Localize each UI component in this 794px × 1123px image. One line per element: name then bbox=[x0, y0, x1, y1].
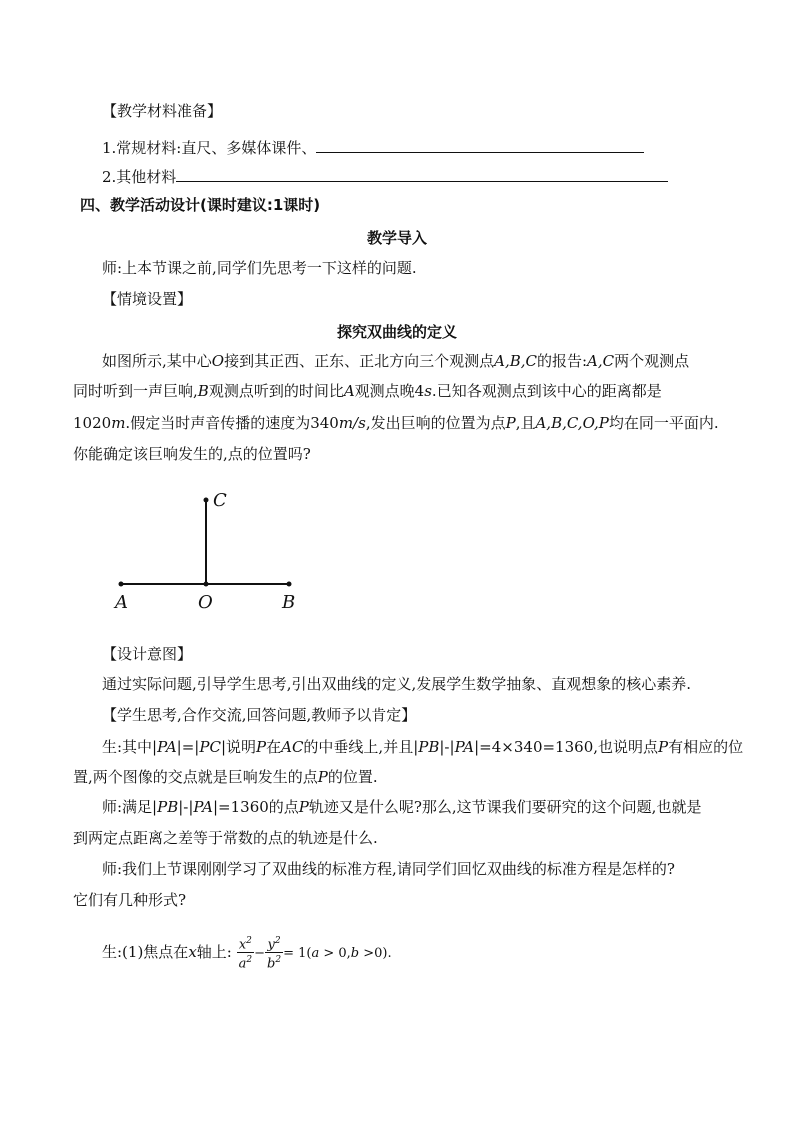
section-4-title: 四、教学活动设计(课时建议:1课时) bbox=[80, 196, 321, 214]
text: PB bbox=[157, 798, 179, 816]
text: A,B,C bbox=[494, 352, 537, 370]
text: − bbox=[254, 945, 266, 961]
text: = 1( bbox=[283, 945, 312, 961]
text: 2 bbox=[275, 955, 282, 966]
point-a bbox=[119, 582, 124, 587]
text: P bbox=[298, 798, 309, 816]
text: PA bbox=[454, 738, 475, 756]
text: 观测点听到的时间比 bbox=[208, 382, 344, 400]
text: ,且 bbox=[515, 414, 536, 432]
label-o: O bbox=[198, 592, 213, 612]
text: 置,两个图像的交点就是巨响发生的点 bbox=[73, 768, 318, 786]
text: |=1360的点 bbox=[212, 798, 299, 816]
teacher-question-3-line-2: 它们有几种形式? bbox=[73, 891, 187, 909]
observation-points-figure bbox=[105, 482, 315, 612]
text: P bbox=[658, 738, 669, 756]
fill-in-blank-1 bbox=[316, 136, 644, 153]
student-answer-2 bbox=[102, 934, 392, 972]
text: A,C bbox=[587, 352, 615, 370]
intro-title: 教学导入 bbox=[366, 229, 427, 247]
problem-line-4: 你能确定该巨响发生的,点的位置吗? bbox=[73, 445, 311, 463]
problem-line-2 bbox=[73, 381, 662, 401]
fraction-x-over-a bbox=[237, 934, 255, 972]
fraction-y-over-b bbox=[265, 934, 283, 972]
point-b bbox=[287, 582, 292, 587]
text: |-| bbox=[439, 738, 455, 756]
label-a: A bbox=[115, 592, 128, 612]
text: 的中垂线上,并且| bbox=[303, 738, 419, 756]
text: 生:(1)焦点在 bbox=[102, 942, 189, 961]
text: .已知各观测点到该中心的距离都是 bbox=[431, 382, 662, 400]
teacher-question-2-line-2: 到两定点距离之差等于常数的点的轨迹是什么. bbox=[73, 829, 378, 847]
text: b bbox=[267, 956, 276, 972]
text: PC bbox=[199, 738, 221, 756]
text: P bbox=[317, 768, 328, 786]
label-b: B bbox=[282, 592, 296, 612]
text: A bbox=[343, 382, 355, 400]
text: 的报告: bbox=[536, 352, 588, 370]
materials-item-1-text: 1.常规材料:直尺、多媒体课件、 bbox=[102, 139, 317, 157]
text: AC bbox=[281, 738, 304, 756]
text: > 0, bbox=[319, 945, 351, 961]
teacher-question-2-line-1 bbox=[102, 797, 701, 817]
text: 观测点晚4 bbox=[354, 382, 425, 400]
text: s bbox=[424, 382, 432, 400]
text: O bbox=[211, 352, 225, 370]
text: 有相应的位 bbox=[668, 738, 744, 756]
text: b bbox=[350, 945, 360, 961]
problem-line-3 bbox=[73, 413, 719, 433]
text: 2 bbox=[246, 936, 252, 946]
text: A,B,C,O,P bbox=[535, 414, 609, 432]
text: 2 bbox=[246, 955, 253, 966]
design-heading: 【设计意图】 bbox=[102, 645, 193, 663]
design-text: 通过实际问题,引导学生思考,引出双曲线的定义,发展学生数学抽象、直观想象的核心素养. bbox=[102, 675, 692, 693]
text: PA bbox=[157, 738, 177, 756]
text: P bbox=[256, 738, 267, 756]
problem-line-1 bbox=[102, 351, 689, 371]
text: 的位置. bbox=[327, 768, 378, 786]
text: 生:其中| bbox=[102, 738, 158, 756]
text: 1020 bbox=[73, 414, 112, 432]
text: 在 bbox=[266, 738, 282, 756]
point-o bbox=[204, 582, 209, 587]
text: 接到其正西、正东、正北方向三个观测点 bbox=[224, 352, 495, 370]
label-c: C bbox=[213, 490, 227, 511]
fill-in-blank-2 bbox=[176, 165, 668, 182]
teacher-intro-line: 师:上本节课之前,同学们先思考一下这样的问题. bbox=[102, 259, 417, 277]
text: 同时听到一声巨响, bbox=[73, 382, 198, 400]
text: PB bbox=[418, 738, 440, 756]
student-answer-1-line-2 bbox=[73, 767, 378, 787]
text: |=| bbox=[176, 738, 200, 756]
situation-heading: 【情境设置】 bbox=[102, 290, 193, 308]
text: 师:满足| bbox=[102, 798, 158, 816]
text: y bbox=[267, 937, 275, 953]
text: x bbox=[188, 942, 197, 961]
materials-item-2 bbox=[102, 165, 668, 187]
text: ,发出巨响的位置为点 bbox=[365, 414, 506, 432]
situation-title: 探究双曲线的定义 bbox=[336, 323, 457, 341]
text: 轴上: bbox=[196, 942, 232, 961]
materials-heading: 【教学材料准备】 bbox=[102, 102, 223, 120]
text: a bbox=[311, 945, 320, 961]
text: 均在同一平面内. bbox=[608, 414, 719, 432]
text: |说明 bbox=[220, 738, 256, 756]
text: .假定当时声音传播的速度为340 bbox=[125, 414, 339, 432]
materials-item-1 bbox=[102, 136, 644, 158]
text: 轨迹又是什么呢?那么,这节课我们要研究的这个问题,也就是 bbox=[308, 798, 702, 816]
point-c bbox=[204, 498, 209, 503]
interaction-heading: 【学生思考,合作交流,回答问题,教师予以肯定】 bbox=[102, 706, 417, 724]
text: P bbox=[505, 414, 516, 432]
materials-item-2-text: 2.其他材料 bbox=[102, 168, 177, 186]
text: 两个观测点 bbox=[614, 352, 690, 370]
text: PA bbox=[193, 798, 213, 816]
text: >0). bbox=[359, 945, 392, 961]
text: |-| bbox=[178, 798, 194, 816]
text: |=4×340=1360,也说明点 bbox=[474, 738, 658, 756]
text: m bbox=[111, 414, 126, 432]
text: m/s bbox=[338, 414, 366, 432]
text: x bbox=[238, 937, 247, 953]
text: 如图所示,某中心 bbox=[102, 352, 212, 370]
text: a bbox=[238, 956, 247, 972]
student-answer-1-line-1 bbox=[102, 737, 743, 757]
text: B bbox=[197, 382, 209, 400]
teacher-question-3-line-1: 师:我们上节课刚刚学习了双曲线的标准方程,请同学们回忆双曲线的标准方程是怎样的? bbox=[102, 860, 675, 878]
text: 2 bbox=[274, 936, 281, 946]
